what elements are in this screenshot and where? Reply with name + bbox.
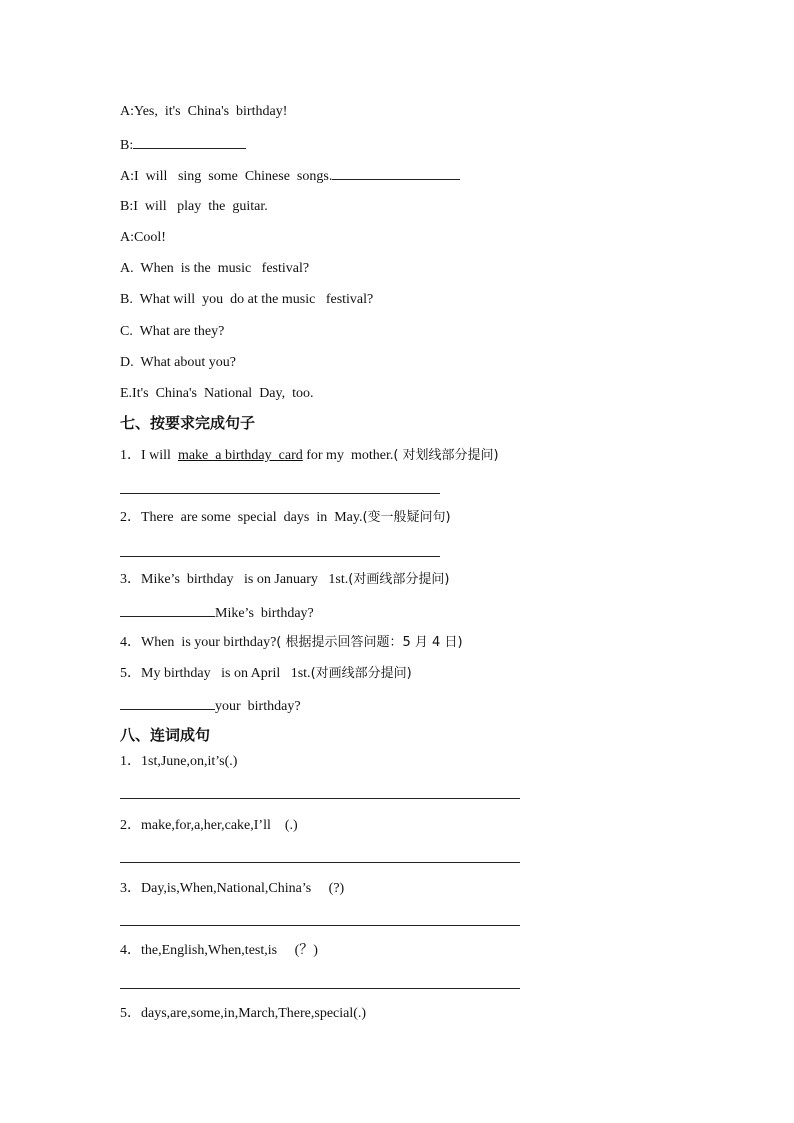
s7-q3-note: (对画线部分提问) — [348, 572, 450, 587]
option-d: D. What about you? — [120, 355, 236, 370]
s8-item-3: 3．Day,is,When,National,China’s (?) — [120, 881, 345, 896]
answer-blank[interactable] — [332, 166, 460, 180]
s7-question-2 — [120, 509, 451, 527]
s7-question-5 — [120, 665, 412, 683]
dialogue-line-a3: A:Cool! — [120, 230, 166, 245]
s8-item-5: 5．days,are,some,in,March,There,special(.) — [120, 1006, 367, 1021]
s7-q1-note: ( 对划线部分提问) — [393, 448, 499, 463]
dialogue-b1-prefix: B: — [120, 138, 134, 153]
answer-blank[interactable] — [133, 135, 246, 149]
s7-q2-answer-line[interactable] — [120, 556, 440, 557]
s7-q5-answer-suffix: your birthday? — [215, 699, 301, 714]
s7-question-3 — [120, 571, 449, 589]
s7-question-1 — [120, 447, 499, 465]
s8-item-1: 1．1st,June,on,it’s(.) — [120, 754, 238, 769]
dialogue-a2-text: A:I will sing some Chinese songs. — [120, 169, 333, 184]
s7-q4-note: ( 根据提示回答问题：5 月 4 日) — [276, 635, 463, 650]
s8-item-2: 2．make,for,a,her,cake,I’ll (.) — [120, 818, 298, 833]
dialogue-line-a1: A:Yes, it's China's birthday! — [120, 104, 288, 119]
s8-item-2-answer-line[interactable] — [120, 862, 520, 863]
s7-q1-rest: for my mother. — [302, 448, 394, 463]
s8-item-3-answer-line[interactable] — [120, 925, 520, 926]
s7-q3-answer-suffix: Mike’s birthday? — [215, 606, 314, 621]
s7-q3-answer — [120, 603, 314, 623]
s7-q5-text: 5．My birthday is on April 1st. — [120, 666, 311, 681]
s7-question-4 — [120, 634, 463, 652]
s8-item-4: 4．the,English,When,test,is (？) — [120, 943, 318, 958]
s7-q1-number: 1．I will — [120, 448, 175, 463]
option-b: B. What will you do at the music festival? — [120, 292, 374, 307]
section-8-heading: 八、连词成句 — [120, 726, 211, 744]
s7-q2-note: (变一般疑问句) — [362, 510, 451, 525]
dialogue-line-b2: B:I will play the guitar. — [120, 199, 268, 214]
option-e: E.It's China's National Day, too. — [120, 386, 314, 401]
s7-q4-text: 4．When is your birthday? — [120, 635, 277, 650]
s7-q3-text: 3．Mike’s birthday is on January 1st. — [120, 572, 349, 587]
answer-blank[interactable] — [120, 603, 215, 617]
s7-q2-text: 2．There are some special days in May. — [120, 510, 363, 525]
section-7-heading: 七、按要求完成句子 — [120, 414, 256, 432]
dialogue-line-b1 — [120, 135, 246, 155]
s8-item-4-answer-line[interactable] — [120, 988, 520, 989]
answer-blank[interactable] — [120, 696, 215, 710]
option-c: C. What are they? — [120, 324, 225, 339]
s7-q1-answer-line[interactable] — [120, 493, 440, 494]
dialogue-line-a2 — [120, 166, 460, 186]
s7-q5-answer — [120, 696, 301, 716]
s7-q5-note: (对画线部分提问) — [310, 666, 412, 681]
option-a: A. When is the music festival? — [120, 261, 310, 276]
s7-q1-underlined: make a birthday card — [177, 448, 303, 463]
s8-item-1-answer-line[interactable] — [120, 798, 520, 799]
